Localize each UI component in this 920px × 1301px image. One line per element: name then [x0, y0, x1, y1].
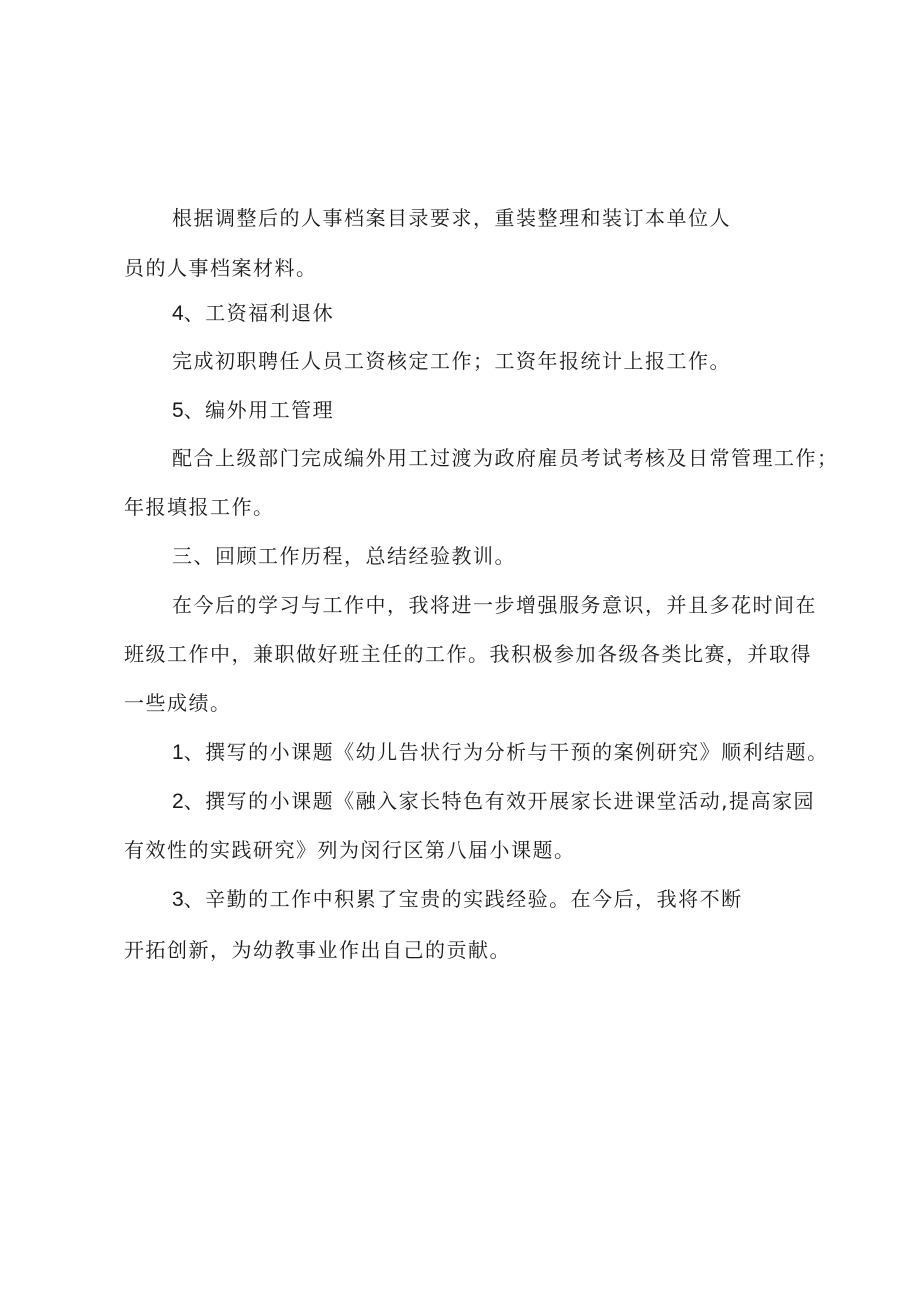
list-item [172, 739, 829, 766]
list-number: 2 [172, 790, 184, 813]
paragraph-line: 配合上级部门完成编外用工过渡为政府雇员考试考核及日常管理工作； [172, 446, 839, 470]
paragraph-line: 在今后的学习与工作中，我将进一步增强服务意识，并且多花时间在 [172, 593, 817, 617]
list-number: 3 [172, 888, 184, 911]
heading-number: 5 [172, 399, 184, 422]
paragraph-line: 年报填报工作。 [124, 495, 275, 519]
list-item [172, 788, 815, 815]
paragraph-line: 根据调整后的人事档案目录要求，重装整理和装订本单位人 [172, 206, 731, 230]
paragraph-line: 有效性的实践研究》列为闵行区第八届小课题。 [124, 838, 576, 862]
paragraph-line: 开拓创新，为幼教事业作出自己的贡献。 [124, 938, 511, 962]
paragraph-line: 完成初职聘任人员工资核定工作；工资年报统计上报工作。 [172, 349, 731, 373]
paragraph-line: 员的人事档案材料。 [124, 256, 318, 280]
section-title: 三、回顾工作历程，总结经验教训。 [172, 544, 516, 568]
heading-text: 、工资福利退休 [183, 301, 335, 325]
heading-number: 4 [172, 302, 184, 325]
section-heading [172, 300, 334, 327]
list-number: 1 [172, 741, 184, 764]
paragraph-line: 班级工作中，兼职做好班主任的工作。我积极参加各级各类比赛，并取得 [124, 642, 812, 666]
list-text: 、辛勤的工作中积累了宝贵的实践经验。在今后，我将不断 [183, 887, 743, 911]
paragraph-line: 一些成绩。 [124, 691, 232, 715]
heading-text: 、编外用工管理 [183, 398, 335, 422]
list-item [172, 886, 743, 913]
section-heading [172, 397, 334, 424]
list-text: 、撰写的小课题《幼儿告状行为分析与干预的案例研究》顺利结题。 [183, 740, 829, 764]
list-text: 、撰写的小课题《融入家长特色有效开展家长进课堂活动,提高家园 [183, 789, 816, 813]
